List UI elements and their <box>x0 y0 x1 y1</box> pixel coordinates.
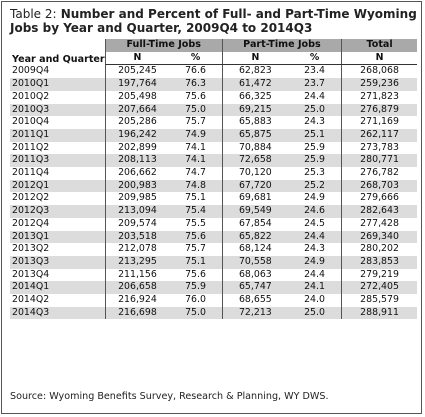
full-time-pct-cell: 75.1 <box>185 192 206 204</box>
part-time-n-header: N <box>222 52 288 65</box>
part-time-n-cell: 70,558 <box>222 256 288 269</box>
year-cell: 2010Q2 <box>12 90 50 102</box>
table-title-prefix: Table 2: <box>10 7 57 21</box>
full-time-n-cell: 206,658 <box>105 281 169 294</box>
part-time-n-cell: 67,720 <box>222 180 288 193</box>
part-time-n-cell: 65,822 <box>222 231 288 244</box>
table-row <box>10 167 417 180</box>
total-n-cell: 285,579 <box>342 294 417 307</box>
part-time-n-cell: 70,884 <box>222 142 288 155</box>
full-time-pct-cell: 75.0 <box>169 104 222 117</box>
table-row <box>10 154 417 167</box>
year-cell: 2011Q4 <box>12 167 50 179</box>
full-time-n-cell: 211,156 <box>105 269 169 282</box>
total-n-cell: 279,666 <box>342 192 417 205</box>
part-time-n-cell: 72,213 <box>222 307 288 320</box>
part-time-pct-cell: 24.4 <box>288 231 342 244</box>
full-time-pct-cell: 76.0 <box>185 294 206 306</box>
source-note: Source: Wyoming Benefits Survey, Research & Planning, WY DWS. <box>10 391 329 402</box>
part-time-pct-cell: 24.3 <box>304 116 325 128</box>
year-cell: 2010Q3 <box>10 104 105 117</box>
full-time-n-cell: 209,985 <box>105 192 169 205</box>
full-time-pct-cell: 76.3 <box>169 78 222 91</box>
total-n-cell: 269,340 <box>342 231 417 244</box>
table-title <box>10 7 420 35</box>
part-time-pct-cell: 24.9 <box>304 192 325 204</box>
year-cell: 2012Q1 <box>10 180 105 193</box>
full-time-pct-header: % <box>169 52 222 65</box>
total-n-cell: 283,853 <box>342 256 417 269</box>
full-time-n-cell: 212,078 <box>105 243 169 256</box>
part-time-pct-cell: 24.9 <box>288 256 342 269</box>
full-time-pct-cell: 75.5 <box>185 217 206 229</box>
total-header: Total <box>342 39 417 52</box>
part-time-n-cell: 72,658 <box>222 154 288 167</box>
part-time-n-cell: 65,883 <box>222 116 288 129</box>
part-time-n-cell: 70,120 <box>222 167 288 180</box>
total-n-cell: 280,202 <box>342 243 417 256</box>
full-time-n-cell: 216,924 <box>105 294 169 307</box>
full-time-pct-cell: 76.6 <box>185 65 206 77</box>
part-time-n-cell: 65,875 <box>222 129 288 142</box>
total-n-cell: 282,643 <box>342 205 417 218</box>
table-row <box>10 192 417 205</box>
part-time-pct-cell: 24.1 <box>288 281 342 294</box>
year-cell: 2011Q1 <box>10 129 105 142</box>
year-cell: 2012Q4 <box>12 217 50 229</box>
table-row <box>10 180 417 193</box>
part-time-pct-cell: 24.5 <box>304 217 325 229</box>
part-time-n-cell: 67,854 <box>222 218 288 231</box>
part-time-pct-cell: 25.0 <box>288 104 342 117</box>
year-cell: 2012Q3 <box>10 205 105 218</box>
part-time-n-cell: 69,549 <box>222 205 288 218</box>
year-cell: 2013Q3 <box>10 256 105 269</box>
full-time-pct-cell: 74.9 <box>169 129 222 142</box>
part-time-pct-cell: 24.4 <box>304 268 325 280</box>
year-cell: 2013Q2 <box>12 243 50 255</box>
table-row <box>10 65 417 78</box>
part-time-n-cell: 65,747 <box>222 281 288 294</box>
full-time-n-cell: 209,574 <box>105 218 169 231</box>
part-time-pct-cell: 25.0 <box>288 307 342 320</box>
total-n-cell: 288,911 <box>342 307 417 320</box>
full-time-n-cell: 206,662 <box>105 167 169 180</box>
part-time-pct-cell: 23.7 <box>288 78 342 91</box>
full-time-n-cell: 196,242 <box>105 129 169 142</box>
table-frame <box>1 1 422 414</box>
full-time-pct-cell: 74.8 <box>169 180 222 193</box>
total-n-cell: 262,117 <box>342 129 417 142</box>
table-row <box>10 205 417 218</box>
part-time-pct-cell: 25.2 <box>288 180 342 193</box>
year-cell: 2013Q4 <box>12 268 50 280</box>
table-row <box>10 294 417 307</box>
full-time-header: Full-Time Jobs <box>105 39 222 52</box>
full-time-n-cell: 213,094 <box>105 205 169 218</box>
full-time-pct-cell: 74.1 <box>185 141 206 153</box>
part-time-n-cell: 68,655 <box>222 294 288 307</box>
year-cell: 2012Q2 <box>12 192 50 204</box>
year-cell: 2014Q2 <box>12 294 50 306</box>
part-time-n-cell: 68,124 <box>222 243 288 256</box>
table-row <box>10 104 417 117</box>
table-row <box>10 281 417 294</box>
part-time-n-cell: 62,823 <box>222 65 288 78</box>
full-time-n-cell: 205,286 <box>105 116 169 129</box>
part-time-pct-cell: 25.9 <box>288 154 342 167</box>
full-time-n-cell: 205,245 <box>105 65 169 78</box>
full-time-n-cell: 207,664 <box>105 104 169 117</box>
part-time-pct-cell: 25.3 <box>304 167 325 179</box>
total-n-cell: 268,703 <box>342 180 417 193</box>
year-quarter-header: Year and Quarter <box>10 39 105 65</box>
total-n-cell: 268,068 <box>342 65 417 78</box>
full-time-n-cell: 208,113 <box>105 154 169 167</box>
year-cell: 2014Q3 <box>10 307 105 320</box>
table-row <box>10 307 417 320</box>
year-cell: 2009Q4 <box>12 65 50 77</box>
part-time-pct-cell: 24.3 <box>304 243 325 255</box>
full-time-pct-cell: 75.9 <box>169 281 222 294</box>
full-time-pct-cell: 75.6 <box>185 90 206 102</box>
table-row <box>10 231 417 244</box>
part-time-pct-cell: 24.0 <box>304 294 325 306</box>
full-time-n-cell: 197,764 <box>105 78 169 91</box>
total-n-cell: 273,783 <box>342 142 417 155</box>
full-time-pct-cell: 75.7 <box>185 243 206 255</box>
full-time-n-cell: 213,295 <box>105 256 169 269</box>
full-time-n-cell: 202,899 <box>105 142 169 155</box>
part-time-n-cell: 69,681 <box>222 192 288 205</box>
part-time-pct-header: % <box>288 52 342 65</box>
total-n-cell: 280,771 <box>342 154 417 167</box>
part-time-n-cell: 61,472 <box>222 78 288 91</box>
full-time-pct-cell: 75.0 <box>169 307 222 320</box>
table-title-text: Number and Percent of Full- and Part-Time Wyoming Jobs by Year and Quarter, 2009Q4 to 2014Q3 <box>10 7 417 35</box>
full-time-n-cell: 200,983 <box>105 180 169 193</box>
table-row <box>10 129 417 142</box>
part-time-pct-cell: 25.9 <box>304 141 325 153</box>
table-row <box>10 256 417 269</box>
total-n-cell: 271,823 <box>342 91 417 104</box>
year-cell: 2013Q1 <box>10 231 105 244</box>
part-time-pct-cell: 25.1 <box>288 129 342 142</box>
total-n-cell: 259,236 <box>342 78 417 91</box>
year-cell: 2010Q4 <box>12 116 50 128</box>
total-n-cell: 271,169 <box>342 116 417 129</box>
total-n-cell: 276,782 <box>342 167 417 180</box>
part-time-n-cell: 68,063 <box>222 269 288 282</box>
table-row <box>10 91 417 104</box>
year-cell: 2014Q1 <box>10 281 105 294</box>
part-time-n-cell: 69,215 <box>222 104 288 117</box>
full-time-pct-cell: 75.7 <box>185 116 206 128</box>
table-row <box>10 78 417 91</box>
table-row <box>10 116 417 129</box>
part-time-pct-cell: 24.4 <box>304 90 325 102</box>
year-cell: 2011Q3 <box>10 154 105 167</box>
full-time-pct-cell: 75.6 <box>169 231 222 244</box>
total-n-cell: 279,219 <box>342 269 417 282</box>
full-time-n-header: N <box>105 52 169 65</box>
jobs-table <box>10 39 417 319</box>
full-time-n-cell: 216,698 <box>105 307 169 320</box>
full-time-n-cell: 203,518 <box>105 231 169 244</box>
part-time-pct-cell: 23.4 <box>304 65 325 77</box>
total-n-cell: 272,405 <box>342 281 417 294</box>
total-n-cell: 277,428 <box>342 218 417 231</box>
table-body <box>10 65 417 320</box>
full-time-pct-cell: 75.6 <box>185 268 206 280</box>
part-time-header: Part-Time Jobs <box>222 39 341 52</box>
table-row <box>10 243 417 256</box>
table-row <box>10 218 417 231</box>
part-time-n-cell: 66,325 <box>222 91 288 104</box>
full-time-pct-cell: 74.1 <box>169 154 222 167</box>
total-n-cell: 276,879 <box>342 104 417 117</box>
full-time-pct-cell: 75.4 <box>169 205 222 218</box>
table-row <box>10 269 417 282</box>
table-row <box>10 142 417 155</box>
full-time-pct-cell: 75.1 <box>169 256 222 269</box>
year-cell: 2011Q2 <box>12 141 50 153</box>
full-time-pct-cell: 74.7 <box>185 167 206 179</box>
part-time-pct-cell: 24.6 <box>288 205 342 218</box>
full-time-n-cell: 205,498 <box>105 91 169 104</box>
year-cell: 2010Q1 <box>10 78 105 91</box>
total-n-header: N <box>342 52 417 65</box>
